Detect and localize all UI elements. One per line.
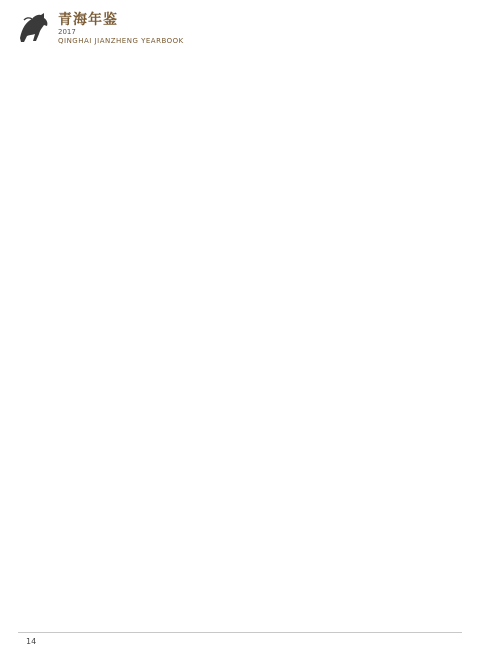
right-column bbox=[254, 52, 460, 624]
page-number: 14 bbox=[26, 637, 37, 646]
yearbook-title-en: QINGHAI JIANZHENG YEARBOOK bbox=[58, 37, 184, 45]
yearbook-header bbox=[14, 10, 466, 50]
yearbook-brand bbox=[58, 12, 184, 46]
yearbook-title-cn: 青海年鉴 bbox=[58, 12, 118, 28]
left-column bbox=[20, 52, 226, 624]
yearbook-year: 2017 bbox=[58, 28, 76, 36]
footer-divider bbox=[18, 632, 462, 633]
horse-logo-icon bbox=[14, 10, 54, 46]
